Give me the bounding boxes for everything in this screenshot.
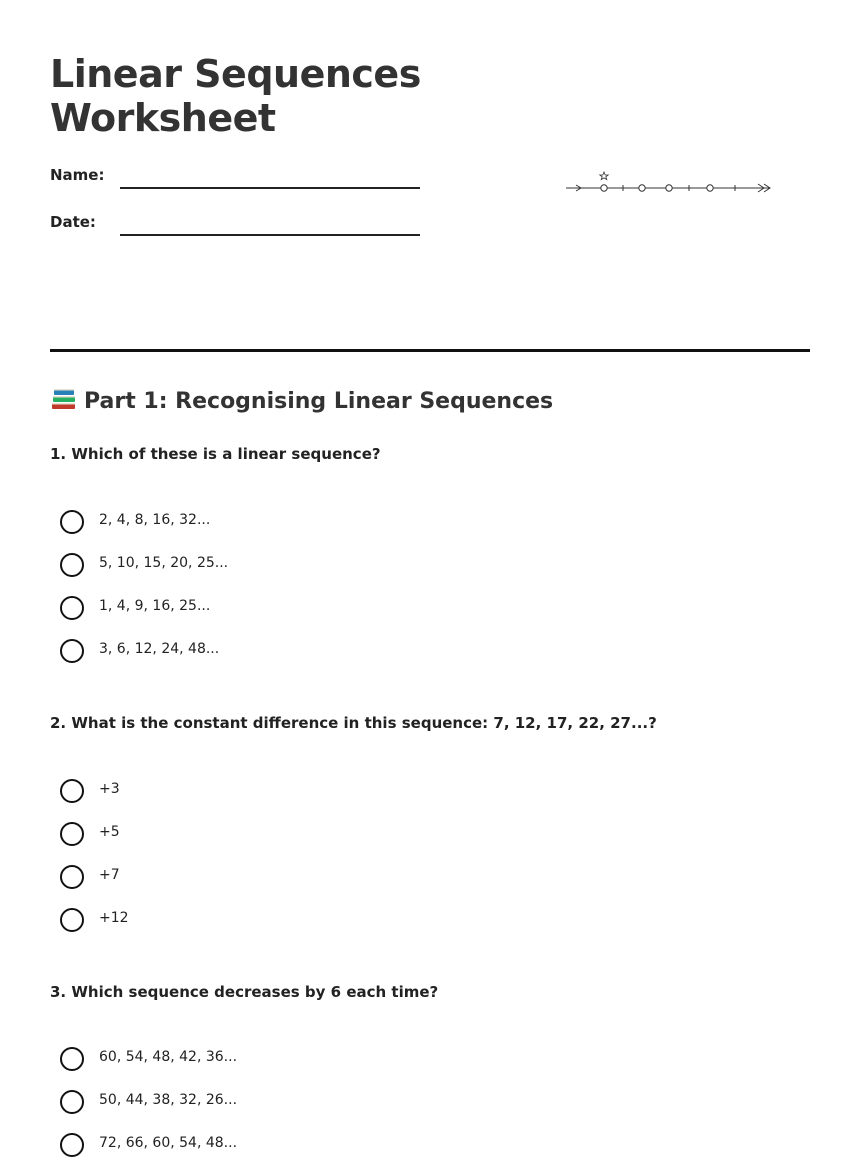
option-text: 5, 10, 15, 20, 25...: [99, 555, 229, 571]
name-label: Name:: [50, 166, 105, 184]
question-3: 3. Which sequence decreases by 6 each time?: [50, 983, 439, 1001]
section-heading-text: Part 1: Recognising Linear Sequences: [84, 389, 554, 414]
date-line[interactable]: [120, 234, 420, 236]
option-text: +7: [99, 867, 120, 883]
radio-button[interactable]: [60, 908, 84, 932]
radio-button[interactable]: [60, 1047, 84, 1071]
radio-button[interactable]: [60, 865, 84, 889]
number-line-icon: [560, 166, 780, 200]
books-icon: [50, 386, 78, 412]
section-divider: [50, 349, 810, 352]
option-text: +3: [99, 781, 120, 797]
title-line-2: Worksheet: [50, 96, 276, 140]
radio-button[interactable]: [60, 1090, 84, 1114]
worksheet-title: [50, 52, 421, 140]
title-line-1: Linear Sequences: [50, 52, 421, 96]
option-text: +12: [99, 910, 129, 926]
radio-button[interactable]: [60, 639, 84, 663]
radio-button[interactable]: [60, 596, 84, 620]
option-text: 50, 44, 38, 32, 26...: [99, 1092, 238, 1108]
option-text: 60, 54, 48, 42, 36...: [99, 1049, 238, 1065]
option-text: 72, 66, 60, 54, 48...: [99, 1135, 238, 1151]
section-heading-part-1: [50, 386, 553, 414]
option-text: 2, 4, 8, 16, 32...: [99, 512, 211, 528]
radio-button[interactable]: [60, 779, 84, 803]
radio-button[interactable]: [60, 822, 84, 846]
date-label: Date:: [50, 213, 96, 231]
radio-button[interactable]: [60, 1133, 84, 1157]
radio-button[interactable]: [60, 553, 84, 577]
option-text: 1, 4, 9, 16, 25...: [99, 598, 211, 614]
option-text: 3, 6, 12, 24, 48...: [99, 641, 220, 657]
option-text: +5: [99, 824, 120, 840]
radio-button[interactable]: [60, 510, 84, 534]
question-2: 2. What is the constant difference in this sequence: 7, 12, 17, 22, 27...?: [50, 714, 657, 732]
name-line[interactable]: [120, 187, 420, 189]
question-1: 1. Which of these is a linear sequence?: [50, 445, 381, 463]
